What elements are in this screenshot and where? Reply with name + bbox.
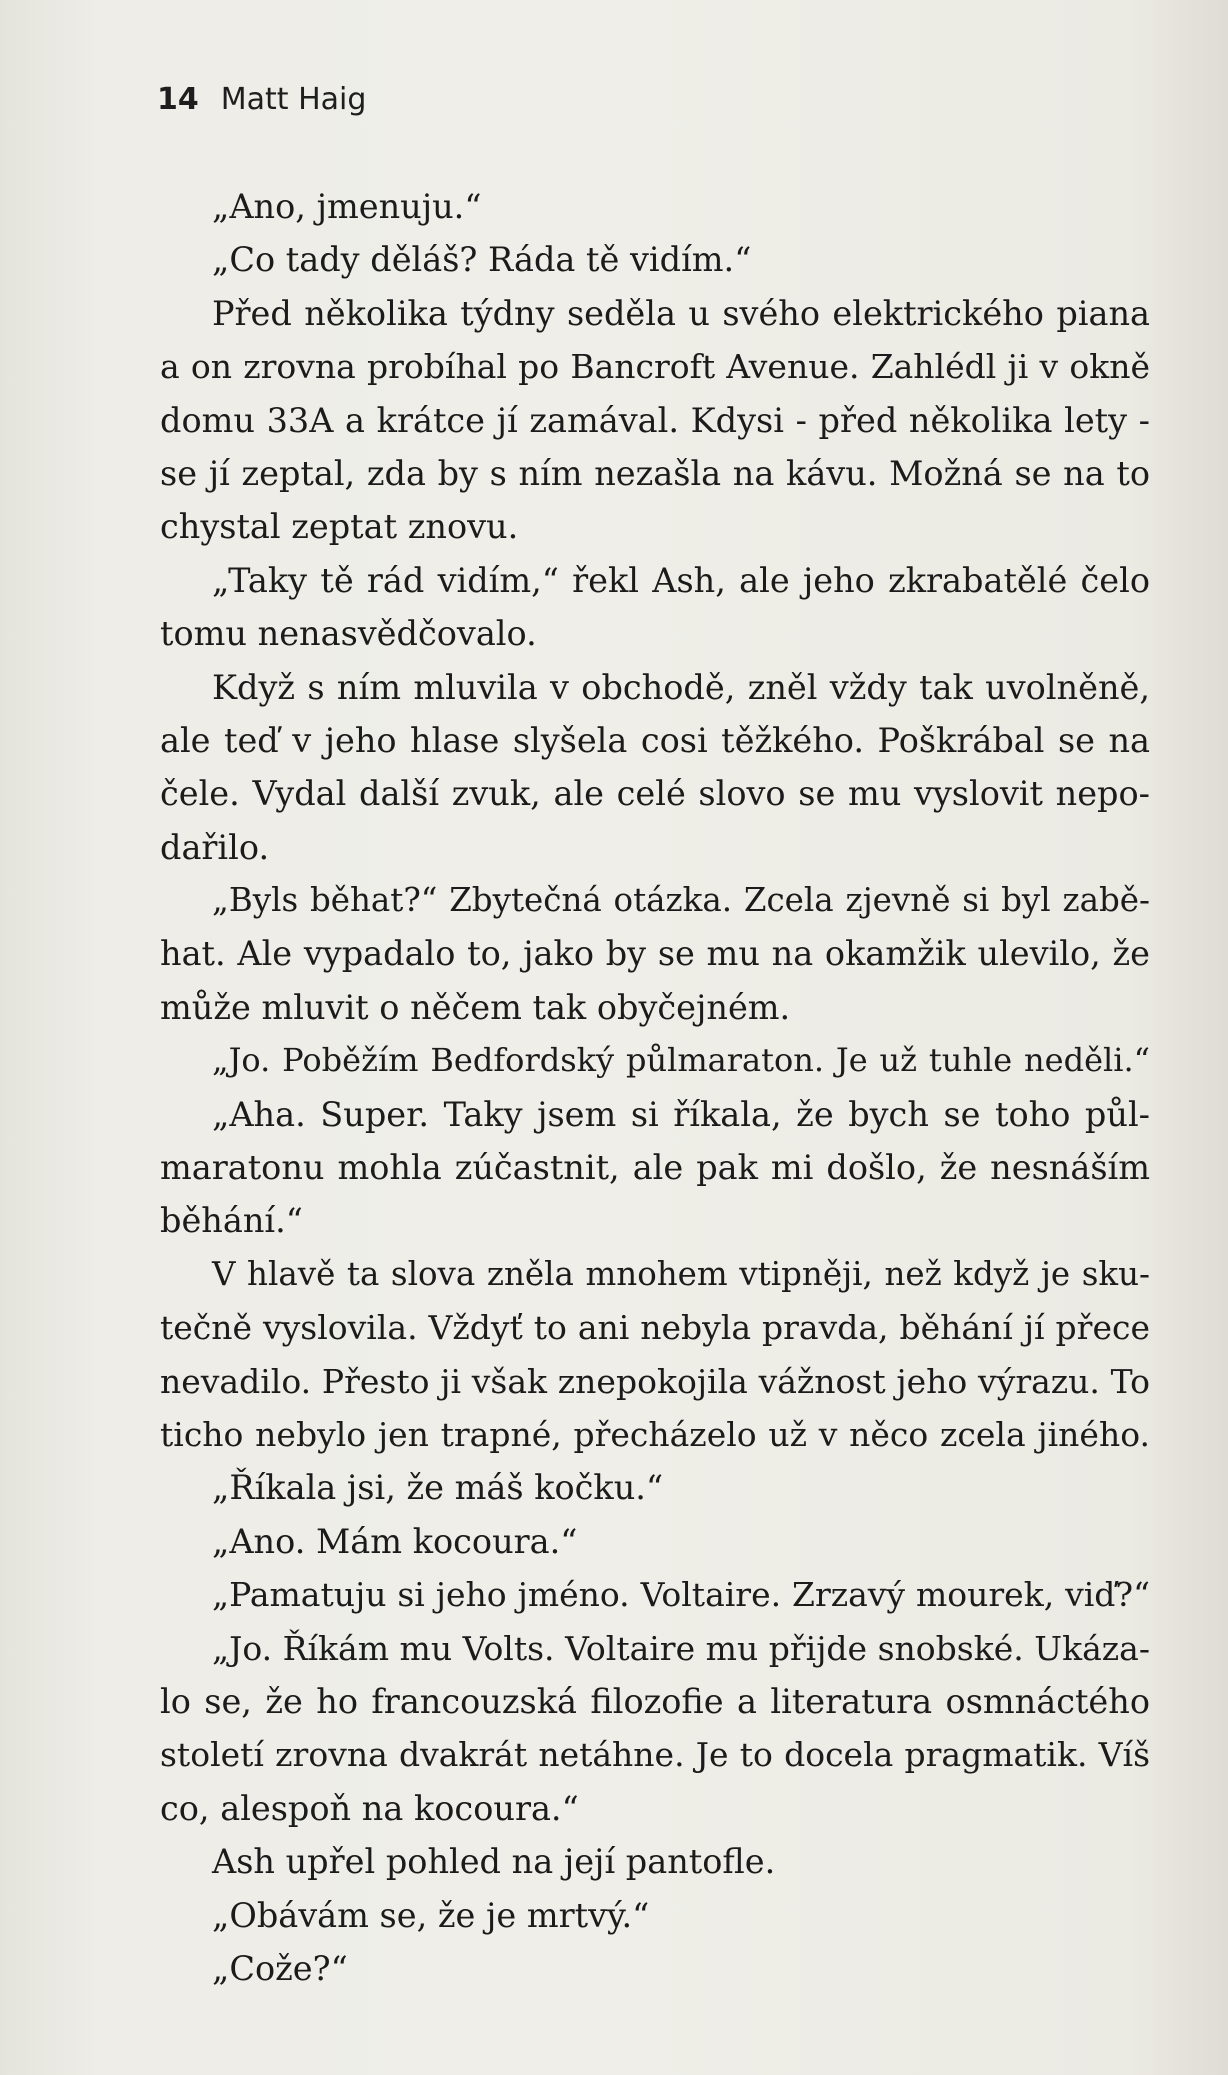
text-line: čele. Vydal další zvuk, ale celé slovo se mu vyslovit nepo-	[160, 774, 1150, 814]
body-text	[160, 180, 1150, 1995]
text-line: ale teď v jeho hlase slyšela cosi těžkého. Poškrábal se na	[160, 720, 1150, 760]
text-line: maratonu mohla zúčastnit, ale pak mi došlo, že nesnáším	[160, 1148, 1150, 1188]
text-line: může mluvit o něčem tak obyčejném.	[160, 987, 791, 1027]
text-line: „Cože?“	[212, 1948, 348, 1988]
text-line: lo se, že ho francouzská filozofie a literatura osmnáctého	[160, 1681, 1150, 1721]
text-line: tečně vyslovila. Vždyť to ani nebyla pravda, běhání jí přece	[160, 1308, 1150, 1348]
text-line: Ash upřel pohled na její pantofle.	[212, 1842, 776, 1882]
text-line: tomu nenasvědčovalo.	[160, 614, 537, 654]
text-line: V hlavě ta slova zněla mnohem vtipněji, než když je sku-	[212, 1254, 1150, 1293]
text-line: ticho nebylo jen trapné, přecházelo už v něco zcela jiného.	[160, 1414, 1150, 1454]
text-line: „Říkala jsi, že máš kočku.“	[212, 1468, 664, 1508]
text-line: „Byls běhat?“ Zbytečná otázka. Zcela zjevně si byl zabě-	[212, 881, 1150, 920]
page-number: 14	[157, 82, 199, 117]
running-head-author: Matt Haig	[220, 82, 367, 117]
running-head	[157, 82, 366, 117]
text-line: běhání.“	[160, 1201, 303, 1241]
text-line: dařilo.	[160, 827, 270, 867]
text-line: se jí zeptal, zda by s ním nezašla na kávu. Možná se na to	[160, 453, 1150, 493]
text-line: „Jo. Poběžím Bedfordský půlmaraton. Je už tuhle neděli.“	[212, 1041, 1150, 1080]
text-line: Před několika týdny seděla u svého elektrického piana	[212, 293, 1150, 333]
text-line: hat. Ale vypadalo to, jako by se mu na okamžik ulevilo, že	[160, 934, 1150, 974]
text-line: „Ano, jmenuju.“	[212, 187, 482, 226]
text-line: nevadilo. Přesto ji však znepokojila vážnost jeho výrazu. To	[160, 1361, 1150, 1401]
text-line: „Ano. Mám kocoura.“	[212, 1521, 578, 1561]
text-line: a on zrovna probíhal po Bancroft Avenue. Zahlédl ji v okně	[160, 347, 1150, 387]
text-line: „Co tady děláš? Ráda tě vidím.“	[212, 240, 752, 280]
text-line: Když s ním mluvila v obchodě, zněl vždy tak uvolněně,	[212, 667, 1150, 707]
text-line: století zrovna dvakrát netáhne. Je to docela pragmatik. Víš	[160, 1735, 1150, 1775]
text-line: domu 33A a krátce jí zamával. Kdysi - před několika lety -	[160, 400, 1150, 440]
text-line: „Pamatuju si jeho jméno. Voltaire. Zrzavý mourek, viď?“	[212, 1575, 1150, 1615]
text-line: „Taky tě rád vidím,“ řekl Ash, ale jeho zkrabatělé čelo	[212, 560, 1150, 600]
text-line: „Obávám se, že je mrtvý.“	[212, 1895, 650, 1935]
text-line: co, alespoň na kocoura.“	[160, 1788, 579, 1828]
text-line: chystal zeptat znovu.	[160, 507, 519, 547]
text-line: „Jo. Říkám mu Volts. Voltaire mu přijde snobské. Ukáza-	[212, 1628, 1150, 1668]
text-line: „Aha. Super. Taky jsem si říkala, že bych se toho půl-	[212, 1094, 1150, 1134]
